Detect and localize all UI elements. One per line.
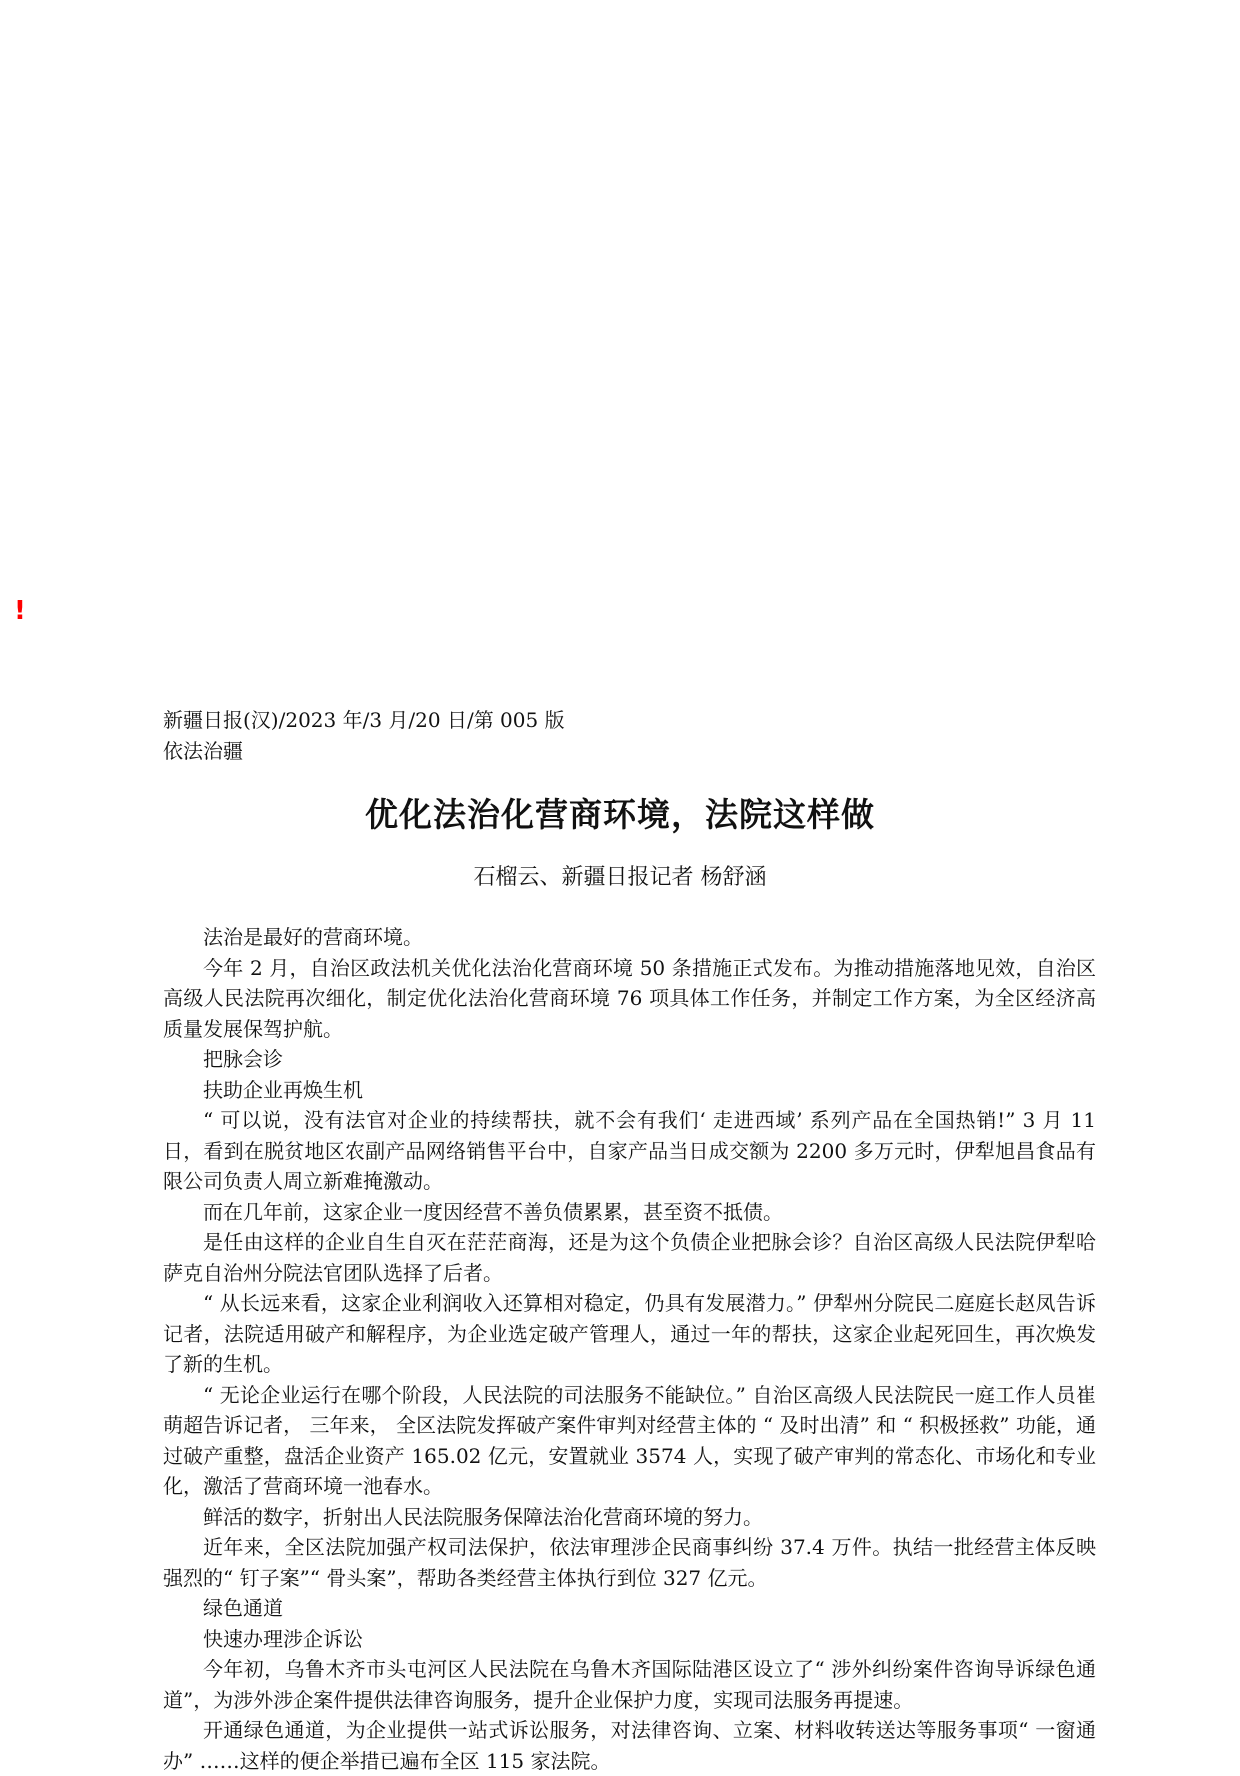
byline: 石榴云、新疆日报记者 杨舒涵 xyxy=(473,865,767,890)
paragraph: 今年 2 月，自治区政法机关优化法治化营商环境 50 条措施正式发布。为推动措施落地见效，自治区高级人民法院再次细化，制定优化法治化营商环境 76 项具体工作任务，并制定工作方案，为全区经济高质量发展保驾护航。 xyxy=(163,955,1096,1041)
paragraph: 今年初，乌鲁木齐市头屯河区人民法院在乌鲁木齐国际陆港区设立了“ 涉外纠纷案件咨询导诉绿色通道”，为涉外涉企案件提供法律咨询服务，提升企业保护力度，实现司法服务再提速。 xyxy=(163,1657,1096,1712)
paragraph: 近年来，全区法院加强产权司法保护，依法审理涉企民商事纠纷 37.4 万件。执结一批经营主体反映强烈的“ 钉子案”“ 骨头案”，帮助各类经营主体执行到位 327 亿元。 xyxy=(163,1535,1096,1590)
article-title: 优化法治化营商环境，法院这样做 xyxy=(365,795,875,834)
source-line: 新疆日报(汉)/2023 年/3 月/20 日/第 005 版依法治疆 xyxy=(163,708,565,763)
paragraph: “ 无论企业运行在哪个阶段，人民法院的司法服务不能缺位。” 自治区高级人民法院民一庭工作人员崔萌超告诉记者， 三年来， 全区法院发挥破产案件审判对经营主体的 “ 及时出清” 和 “ 积极拯救” 功能，通过破产重整，盘活企业资产 165.02 亿元，安置就业 3574 人，实现了破产审判的常态化、市场化和专业化，激活了营商环境一池春水。 xyxy=(163,1382,1096,1498)
section-heading: 绿色通道 xyxy=(203,1596,283,1620)
paragraph: 开通绿色通道，为企业提供一站式诉讼服务，对法律咨询、立案、材料收转送达等服务事项“ 一窗通办” ……这样的便企举措已遍布全区 115 家法院。 xyxy=(163,1718,1096,1773)
paragraph: 是任由这样的企业自生自灭在茫茫商海，还是为这个负债企业把脉会诊？自治区高级人民法院伊犁哈萨克自治州分院法官团队选择了后者。 xyxy=(163,1230,1096,1285)
paragraph: “ 可以说，没有法官对企业的持续帮扶，就不会有我们‘ 走进西域’ 系列产品在全国热销!” 3 月 11 日，看到在脱贫地区农副产品网络销售平台中，自家产品当日成交额为 2200 多万元时，伊犁旭昌食品有限公司负责人周立新难掩激动。 xyxy=(163,1108,1096,1193)
section-subheading: 扶助企业再焕生机 xyxy=(203,1077,363,1102)
paragraph: 法治是最好的营商环境。 xyxy=(203,925,423,949)
section-subheading: 快速办理涉企诉讼 xyxy=(203,1626,363,1651)
paragraph: “ 从长远来看，这家企业利润收入还算相对稳定，仍具有发展潜力。” 伊犁州分院民二庭庭长赵凤告诉记者，法院适用破产和解程序，为企业选定破产管理人，通过一年的帮扶，这家企业起死回生，再次焕发了新的生机。 xyxy=(163,1291,1096,1376)
paragraph: 鲜活的数字，折射出人民法院服务保障法治化营商环境的努力。 xyxy=(203,1504,763,1529)
warning-mark: ! xyxy=(14,596,26,626)
paragraph: 而在几年前，这家企业一度因经营不善负债累累，甚至资不抵债。 xyxy=(203,1199,783,1224)
section-heading: 把脉会诊 xyxy=(203,1047,283,1071)
article-body xyxy=(163,922,1096,1776)
